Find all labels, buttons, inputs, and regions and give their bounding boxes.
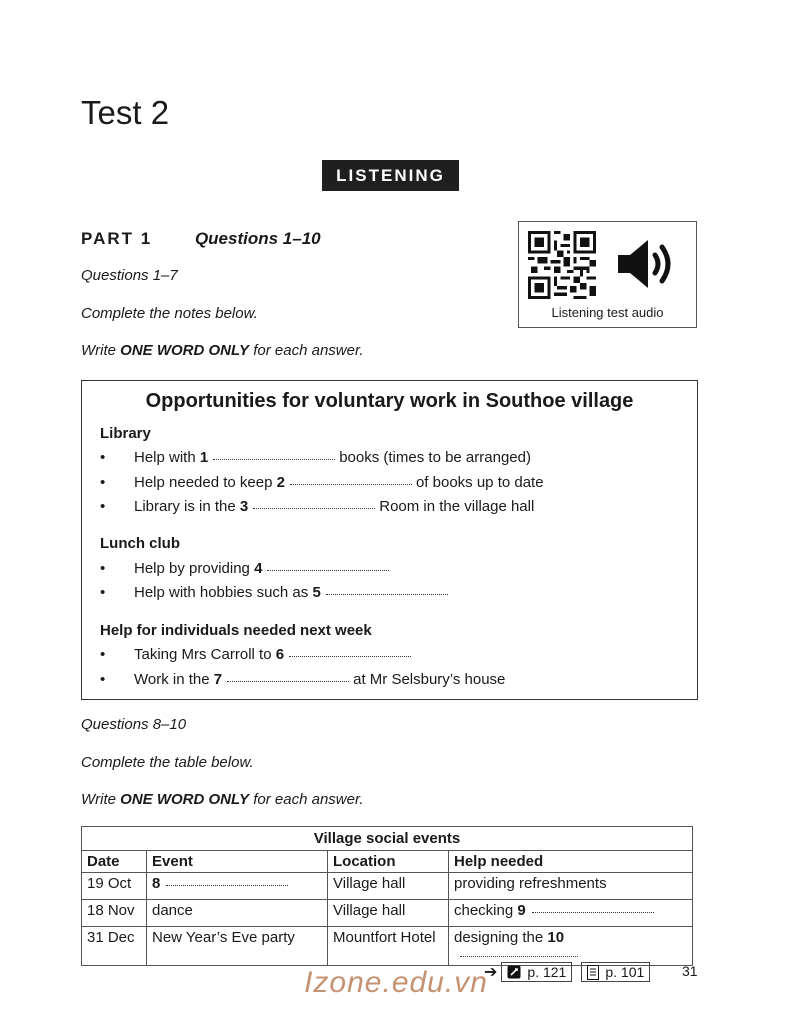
bullet: •: [100, 584, 106, 601]
question-number: 7: [213, 671, 223, 688]
audio-caption: Listening test audio: [551, 305, 664, 320]
events-table: [81, 826, 693, 966]
answer-gap[interactable]: [213, 458, 335, 460]
part-questions: Questions 1–10: [194, 229, 321, 248]
note-item-3: • Library is in the 3 Room in the village hall: [100, 498, 535, 515]
question-number: 1: [199, 449, 209, 466]
column-header-date: Date: [82, 851, 147, 873]
table-row: [82, 900, 693, 927]
audio-box[interactable]: [518, 221, 697, 328]
note-item-4: • Help by providing 4: [100, 560, 393, 577]
cell-location: Mountfort Hotel: [328, 927, 449, 966]
note-item-5: • Help with hobbies such as 5: [100, 584, 452, 601]
table-header-row: [82, 851, 693, 873]
transcript-page: p. 101: [605, 964, 645, 980]
bullet: •: [100, 498, 106, 515]
cell-location: Village hall: [328, 900, 449, 927]
question-number: 6: [275, 646, 285, 663]
test-title: Test 2: [81, 94, 170, 131]
cell-help: providing refreshments: [449, 873, 693, 900]
note-item-1: • Help with 1 books (times to be arranged): [100, 449, 531, 466]
cell-help: designing the 10: [449, 927, 693, 966]
questions-range-8-10: Questions 8–10: [81, 716, 187, 733]
cell-date: 19 Oct: [82, 873, 147, 900]
note-item-2: • Help needed to keep 2 of books up to date: [100, 474, 544, 491]
instruction-notes: Complete the notes below.: [81, 305, 258, 322]
answer-gap[interactable]: [253, 507, 375, 509]
arrow-icon: ➔: [484, 964, 498, 981]
notes-heading-library: Library: [100, 425, 151, 442]
answer-gap[interactable]: [532, 911, 654, 913]
write-suffix: for each answer.: [249, 791, 364, 808]
column-header-event: Event: [147, 851, 328, 873]
bullet: •: [100, 646, 106, 663]
write-bold: ONE WORD ONLY: [120, 791, 250, 808]
question-number: 3: [239, 498, 249, 515]
write-prefix: Write: [81, 791, 121, 808]
cell-date: 18 Nov: [82, 900, 147, 927]
column-header-help: Help needed: [449, 851, 693, 873]
notes-title: Opportunities for voluntary work in Southoe village: [145, 390, 634, 412]
bullet: •: [100, 560, 106, 577]
bullet: •: [100, 474, 106, 491]
question-number: 5: [312, 584, 321, 601]
cell-event: dance: [147, 900, 328, 927]
answer-gap[interactable]: [290, 483, 412, 485]
answer-key-page: p. 121: [527, 964, 567, 980]
question-number: 4: [254, 560, 263, 577]
answer-gap[interactable]: [326, 593, 448, 595]
write-suffix: for each answer.: [249, 342, 364, 359]
bullet: •: [100, 671, 106, 688]
answer-gap[interactable]: [166, 884, 288, 886]
cell-date: 31 Dec: [82, 927, 147, 966]
question-number: 9: [517, 902, 526, 919]
write-instruction-1: [81, 342, 364, 359]
bullet: •: [100, 449, 106, 466]
answer-gap[interactable]: [227, 680, 349, 682]
notes-heading-lunch-club: Lunch club: [100, 535, 180, 552]
part-label: PART 1: [81, 229, 153, 248]
answer-gap[interactable]: [289, 655, 411, 657]
part-heading: [81, 229, 321, 249]
speaker-icon[interactable]: [616, 236, 678, 292]
write-prefix: Write: [81, 342, 121, 359]
answer-gap[interactable]: [267, 569, 389, 571]
notes-box: [81, 380, 698, 700]
watermark: Izone.edu.vn: [304, 966, 488, 999]
qr-code-icon[interactable]: [528, 231, 596, 299]
question-number: 2: [276, 474, 285, 491]
instruction-table: Complete the table below.: [81, 754, 254, 771]
table-row: [82, 873, 693, 900]
question-number: 10: [547, 929, 565, 946]
write-instruction-2: [81, 791, 364, 808]
questions-range-1-7: Questions 1–7: [81, 267, 178, 284]
cell-help: checking 9: [449, 900, 693, 927]
notes-heading-individuals: Help for individuals needed next week: [100, 622, 372, 639]
note-item-7: • Work in the 7 at Mr Selsbury’s house: [100, 671, 506, 688]
column-header-location: Location: [328, 851, 449, 873]
cell-event: [147, 873, 328, 900]
question-number: 8: [152, 875, 161, 892]
note-item-6: • Taking Mrs Carroll to 6: [100, 646, 415, 663]
table-row: [82, 927, 693, 966]
table-caption: Village social events: [82, 827, 693, 851]
cell-event: New Year’s Eve party: [147, 927, 328, 966]
page-number: 31: [682, 963, 698, 979]
write-bold: ONE WORD ONLY: [120, 342, 250, 359]
section-banner: LISTENING: [322, 160, 459, 191]
cell-location: Village hall: [328, 873, 449, 900]
answer-gap[interactable]: [460, 955, 578, 957]
